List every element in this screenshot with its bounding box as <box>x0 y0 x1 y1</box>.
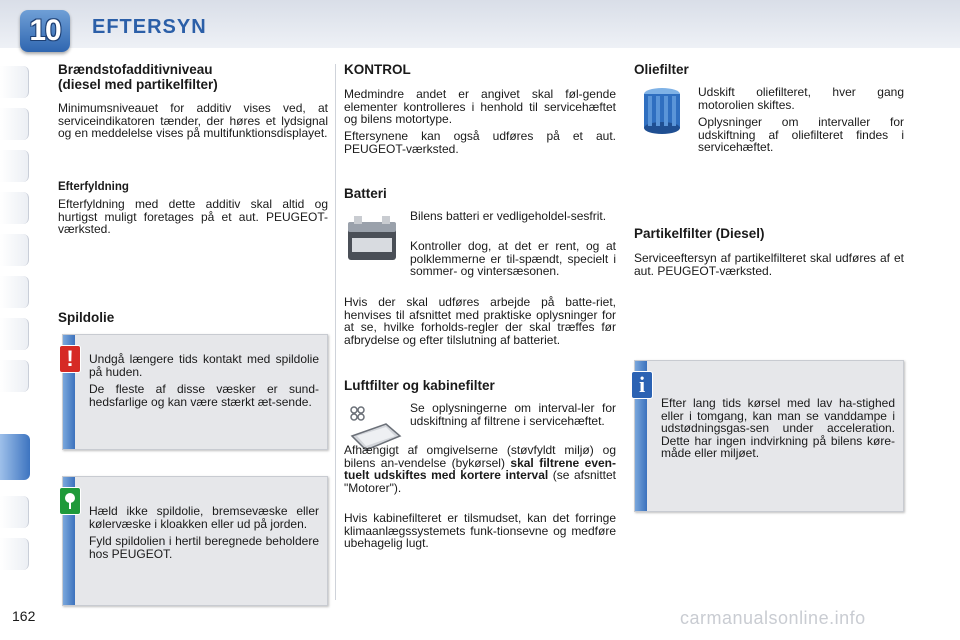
environment-content <box>89 505 319 560</box>
battery-text-2: Kontroller dog, at det er rent, og at polklemmerne er til-spændt, specielt i sommer- og vintersæsonen. <box>410 239 616 278</box>
chapter-number: 10 <box>29 14 61 47</box>
warning-text-2: De fleste af disse væsker er sund-hedsfarlige og kan være stærkt æt-sende. <box>89 382 319 409</box>
info-box <box>634 360 904 512</box>
chapter-tab[interactable] <box>0 538 29 570</box>
warning-content <box>89 353 319 408</box>
air-filter-heading: Luftfilter og kabinefilter <box>344 378 495 393</box>
air-filter-text-2-emphasis: skal filtrene even-tuelt udskiftes med kortere interval <box>344 455 616 482</box>
kontrol-text-1: Medmindre andet er angivet skal føl-gende elementer kontrolleres i henhold til servicehæftet og bilens motortype. <box>344 87 616 126</box>
chapter-tab-strip <box>0 56 30 576</box>
particle-filter-heading: Partikelfilter (Diesel) <box>634 226 765 241</box>
chapter-tab[interactable] <box>0 360 29 392</box>
fuel-additive-title-line1: Brændstofadditivniveau <box>58 62 213 77</box>
environment-text-2: Fyld spildolien i hertil beregnede beholdere hos PEUGEOT. <box>89 534 319 561</box>
oil-filter-icon <box>640 86 684 136</box>
chapter-tab[interactable] <box>0 108 29 140</box>
chapter-badge <box>20 10 70 52</box>
warning-text-1: Undgå længere tids kontakt med spildolie på huden. <box>89 352 319 379</box>
oil-filter-text-1: Udskift oliefilteret, hver gang motorolien skiftes. <box>698 85 904 112</box>
column-divider <box>335 64 336 600</box>
fuel-additive-title-line2: (diesel med partikelfilter) <box>58 77 218 92</box>
particle-filter-text: Serviceeftersyn af partikelfilteret skal udføres af et aut. PEUGEOT-værksted. <box>634 251 904 278</box>
kontrol-heading: KONTROL <box>344 62 411 77</box>
battery-icon <box>344 212 400 264</box>
watermark: carmanualsonline.info <box>680 608 866 628</box>
battery-heading: Batteri <box>344 186 387 201</box>
chapter-tab[interactable] <box>0 150 29 182</box>
environment-box <box>62 476 328 606</box>
refill-text: Efterfyldning med dette additiv skal altid og hurtigst muligt foretages på et aut. PEUGEOT-værksted. <box>58 197 328 236</box>
waste-oil-heading: Spildolie <box>58 310 115 325</box>
warning-box <box>62 334 328 450</box>
oil-filter-text-2: Oplysninger om intervaller for udskiftning af oliefilteret findes i servicehæftet. <box>698 115 904 154</box>
environment-text-1: Hæld ikke spildolie, bremsevæske eller kølervæske i kloakken eller ud på jorden. <box>89 504 319 531</box>
chapter-tab[interactable] <box>0 66 29 98</box>
chapter-tab[interactable] <box>0 234 29 266</box>
chapter-tab[interactable] <box>0 276 29 308</box>
info-content <box>661 397 895 460</box>
air-filter-text-1: Se oplysningerne om interval-ler for udskiftning af filtrene i servicehæftet. <box>410 401 616 428</box>
recycle-tree-icon <box>59 487 81 515</box>
fuel-additive-text: Minimumsniveauet for additiv vises ved, at serviceindikatoren tænder, der høres et lydsignal og en meddelelse vises på multifunktionsdisplayet. <box>58 101 328 140</box>
chapter-tab[interactable] <box>0 192 29 224</box>
oil-filter-heading: Oliefilter <box>634 62 689 77</box>
air-filter-text-2-start: Afhængigt af omgivelserne (støvfyldt miljø) og bilens an-vendelse (bykørsel) <box>344 443 616 470</box>
air-filter-text-3: Hvis kabinefilteret er tilsmudset, kan det forringe klimaanlægssystemets funk-tionsevne og medføre ubehagelig lugt. <box>344 511 616 550</box>
chapter-tab[interactable] <box>0 318 29 350</box>
chapter-tab-active[interactable] <box>0 434 30 480</box>
kontrol-text-2: Eftersynene kan også udføres på et aut. PEUGEOT-værksted. <box>344 129 616 156</box>
page-number: 162 <box>12 608 36 624</box>
battery-text-1: Bilens batteri er vedligeholdel-sesfrit. <box>410 209 607 223</box>
chapter-tab[interactable] <box>0 496 29 528</box>
refill-heading: Efterfyldning <box>58 181 129 193</box>
chapter-title: EFTERSYN <box>92 16 207 38</box>
info-icon: i <box>631 371 653 399</box>
warning-icon: ! <box>59 345 81 373</box>
battery-text-3: Hvis der skal udføres arbejde på batte-riet, henvises til afsnittet med praktiske oplysninger for at se, hvilke forholds-regler der skal træffes før afbrydelse og efter tilslutning af batteriet. <box>344 295 616 347</box>
air-filter-text-2-end: (se afsnittet "Motorer"). <box>344 468 616 495</box>
fuel-additive-heading <box>58 62 218 92</box>
air-filter-text-2 <box>344 444 616 494</box>
info-text: Efter lang tids kørsel med lav ha-stighed eller i tomgang, kan man se vanddampe i udstødningsgas-sen under acceleration. Dette har ingen indvirkning på bilens køre-måde eller miljøet. <box>661 396 895 460</box>
